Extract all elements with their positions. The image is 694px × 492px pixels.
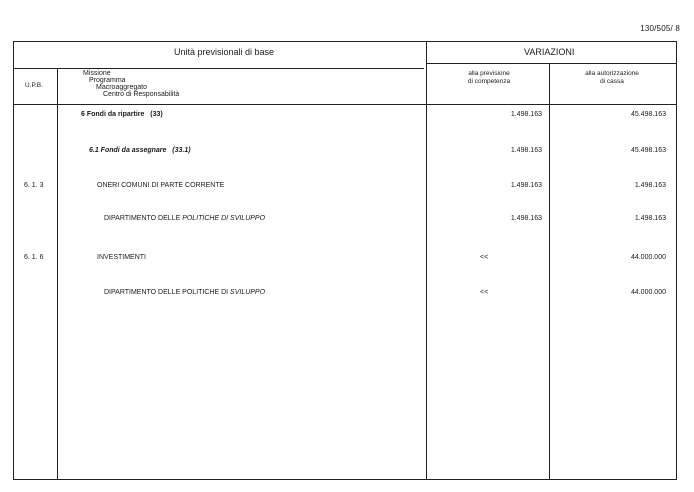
- row-label-fondi-ripartire: 6 Fondi da ripartire (33): [81, 111, 163, 118]
- row-cassa: 45.498.163: [630, 147, 666, 154]
- cassa-header-line1: alla autorizzazione: [585, 70, 639, 77]
- competenza-header: [454, 70, 524, 85]
- hierarchy-programma: Programma: [89, 77, 126, 84]
- row-competenza: 1.498.163: [510, 147, 542, 154]
- row-cassa: 45.498.163: [630, 111, 666, 118]
- page-reference: 130/505/ 8: [640, 24, 680, 33]
- upb-header: U.P.B.: [25, 82, 43, 89]
- row-cassa: 44.000.000: [630, 254, 666, 261]
- row-competenza: 1.498.163: [510, 215, 542, 222]
- row-competenza: 1.498.163: [510, 111, 542, 118]
- hierarchy-macroaggregato: Macroaggregato: [96, 84, 147, 91]
- row-upb: 6. 1. 3: [24, 182, 44, 189]
- cassa-header-line2: di cassa: [600, 77, 624, 85]
- row-label-dipartimento: DIPARTIMENTO DELLE POLITICHE DI SVILUPPO: [104, 215, 266, 222]
- row-label-fondi-assegnare: 6.1 Fondi da assegnare (33.1): [89, 147, 191, 154]
- row-cassa: 1.498.163: [634, 215, 666, 222]
- competenza-header-line1: alla previsione: [468, 70, 510, 77]
- row-competenza: <<: [480, 289, 489, 296]
- row-competenza: <<: [480, 254, 489, 261]
- competenza-header-line2: di competenza: [467, 77, 511, 85]
- row-cassa: 1.498.163: [634, 182, 666, 189]
- cassa-column-rule: [549, 63, 550, 479]
- variazioni-column-rule: [426, 42, 427, 479]
- row-upb: 6. 1. 6: [24, 254, 44, 261]
- hierarchy-missione: Missione: [83, 70, 111, 77]
- variazioni-header-rule: [426, 63, 676, 64]
- row-competenza: 1.498.163: [510, 182, 542, 189]
- hierarchy-centro: Centro di Responsabilità: [103, 91, 180, 98]
- left-header-title: Unità previsionali di base: [174, 47, 275, 57]
- row-label-oneri-comuni: ONERI COMUNI DI PARTE CORRENTE: [97, 182, 225, 189]
- cassa-header: [574, 70, 650, 85]
- upb-column-rule: [57, 68, 58, 479]
- budget-table: [13, 41, 677, 480]
- row-cassa: 44.000.000: [630, 289, 666, 296]
- left-header-rule: [14, 68, 424, 69]
- right-header-title: VARIAZIONI: [524, 47, 575, 57]
- header-bottom-rule: [14, 104, 676, 105]
- row-label-dipartimento: DIPARTIMENTO DELLE POLITICHE DI SVILUPPO: [104, 289, 266, 296]
- row-label-investimenti: INVESTIMENTI: [97, 254, 147, 261]
